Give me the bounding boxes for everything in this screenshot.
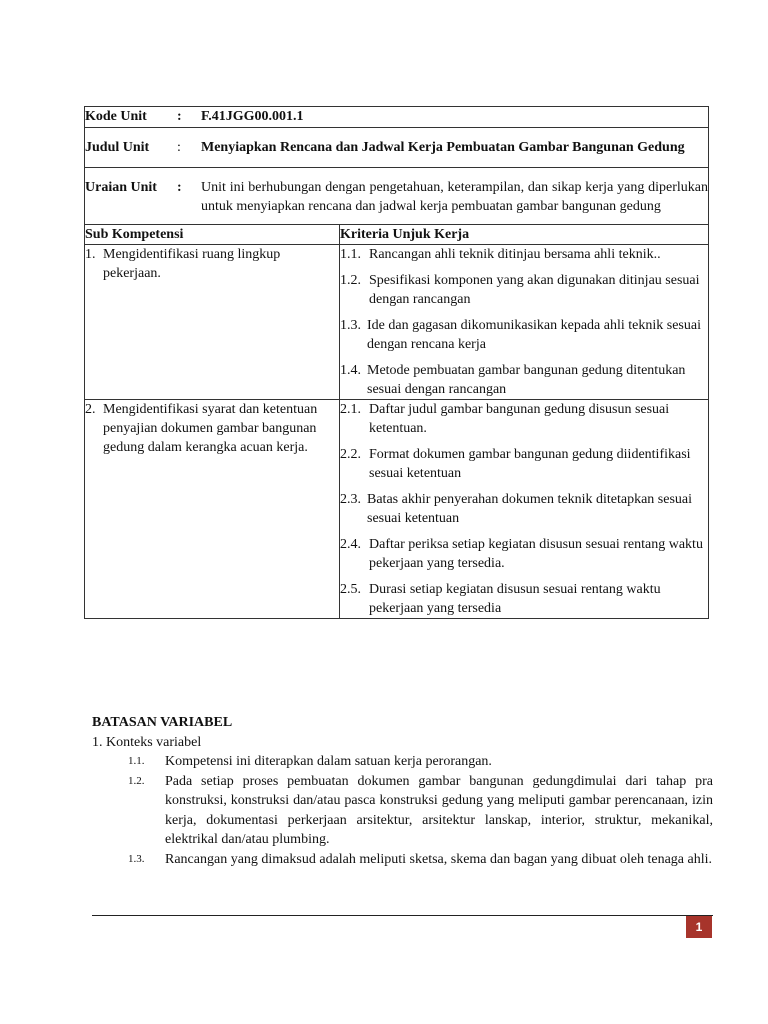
sub-kompetensi-item <box>85 400 339 457</box>
criteria-text: Rancangan ahli teknik ditinjau bersama ahli teknik.. <box>369 247 661 262</box>
list-item <box>92 850 713 870</box>
criteria-number: 1.2. <box>340 273 361 288</box>
criteria-number: 2.3. <box>340 492 361 507</box>
criteria-item <box>340 445 708 483</box>
criteria-item <box>340 535 708 573</box>
uraian-unit-colon: : <box>177 180 182 195</box>
uraian-unit-label: Uraian Unit <box>85 180 157 195</box>
sub-kompetensi-item <box>85 245 339 283</box>
list-item-number: 1.3. <box>128 852 145 865</box>
criteria-item <box>340 316 708 354</box>
criteria-item <box>340 400 708 438</box>
judul-unit-colon: : <box>177 140 181 155</box>
kode-unit-row <box>85 107 709 128</box>
sub-kompetensi-number: 1. <box>85 247 96 262</box>
list-item-text: Rancangan yang dimaksud adalah meliputi sketsa, skema dan bagan yang dibuat oleh tenaga ahli. <box>165 851 712 867</box>
list-item-text: Kompetensi ini diterapkan dalam satuan kerja perorangan. <box>165 754 492 769</box>
criteria-item <box>340 490 708 528</box>
criteria-number: 1.3. <box>340 318 361 333</box>
criteria-text: Daftar periksa setiap kegiatan disusun sesuai rentang waktu pekerjaan yang tersedia. <box>369 537 703 571</box>
criteria-text: Ide dan gagasan dikomunikasikan kepada ahli teknik sesuai dengan rencana kerja <box>367 318 701 352</box>
criteria-item <box>340 271 708 309</box>
criteria-number: 1.1. <box>340 247 361 262</box>
list-item <box>92 752 713 772</box>
kode-unit-colon: : <box>177 109 182 124</box>
criteria-number: 2.2. <box>340 447 361 462</box>
table-row <box>85 245 709 400</box>
sub-kompetensi-text: Mengidentifikasi syarat dan ketentuan penyajian dokumen gambar bangunan gedung dalam kerangka acuan kerja. <box>103 402 318 455</box>
list-item-number: 1.2. <box>128 774 145 787</box>
sub-kompetensi-number: 2. <box>85 402 96 417</box>
col-kriteria-unjuk-kerja: Kriteria Unjuk Kerja <box>340 225 709 245</box>
kode-unit-label: Kode Unit <box>85 109 147 124</box>
batasan-variabel <box>92 713 713 869</box>
judul-unit-label: Judul Unit <box>85 140 150 155</box>
criteria-item <box>340 580 708 618</box>
list-item-number: 1.1. <box>128 755 145 767</box>
page-number-badge: 1 <box>686 916 712 938</box>
criteria-text: Durasi setiap kegiatan disusun sesuai rentang waktu pekerjaan yang tersedia <box>369 582 661 616</box>
judul-unit-value: Menyiapkan Rencana dan Jadwal Kerja Pembuatan Gambar Bangunan Gedung <box>201 140 685 155</box>
column-header-row <box>85 225 709 245</box>
section-subtitle: 1. Konteks variabel <box>92 734 202 750</box>
criteria-number: 2.5. <box>340 582 361 597</box>
uraian-unit-row <box>85 168 709 225</box>
unit-table <box>84 106 709 619</box>
section-title: BATASAN VARIABEL <box>92 715 233 730</box>
uraian-unit-value: Unit ini berhubungan dengan pengetahuan, keterampilan, dan sikap kerja yang diperlukan untuk menyiapkan rencana dan jadwal kerja pembuatan gambar bangunan gedung <box>201 180 709 214</box>
criteria-text: Batas akhir penyerahan dokumen teknik ditetapkan sesuai sesuai ketentuan <box>367 492 693 526</box>
kode-unit-value: F.41JGG00.001.1 <box>201 109 304 124</box>
list-item-text: Pada setiap proses pembuatan dokumen gambar bangunan gedungdimulai dari tahap pra konstruksi, konstruksi dan/atau pasca konstruksi gedung yang meliputi gambar perencanaan, izin kerja, dokumentasi perkerjaan arsitektur, arsitektur lanskap, interior, struktur, mekanikal, elektrikal dan/atau plumbing. <box>165 773 713 847</box>
table-row <box>85 400 709 619</box>
criteria-item <box>340 245 708 264</box>
criteria-number: 2.4. <box>340 537 361 552</box>
judul-unit-row <box>85 128 709 168</box>
sub-kompetensi-text: Mengidentifikasi ruang lingkup pekerjaan. <box>103 247 281 281</box>
footer-divider <box>92 915 713 916</box>
list-item <box>92 772 713 850</box>
criteria-number: 1.4. <box>340 363 361 378</box>
criteria-number: 2.1. <box>340 402 361 417</box>
criteria-text: Format dokumen gambar bangunan gedung diidentifikasi sesuai ketentuan <box>369 447 691 481</box>
col-sub-kompetensi: Sub Kompetensi <box>85 225 340 245</box>
criteria-item <box>340 361 708 399</box>
criteria-text: Daftar judul gambar bangunan gedung disusun sesuai ketentuan. <box>369 402 670 436</box>
criteria-text: Metode pembuatan gambar bangunan gedung ditentukan sesuai dengan rancangan <box>367 363 686 397</box>
criteria-text: Spesifikasi komponen yang akan digunakan ditinjau sesuai dengan rancangan <box>369 273 700 307</box>
